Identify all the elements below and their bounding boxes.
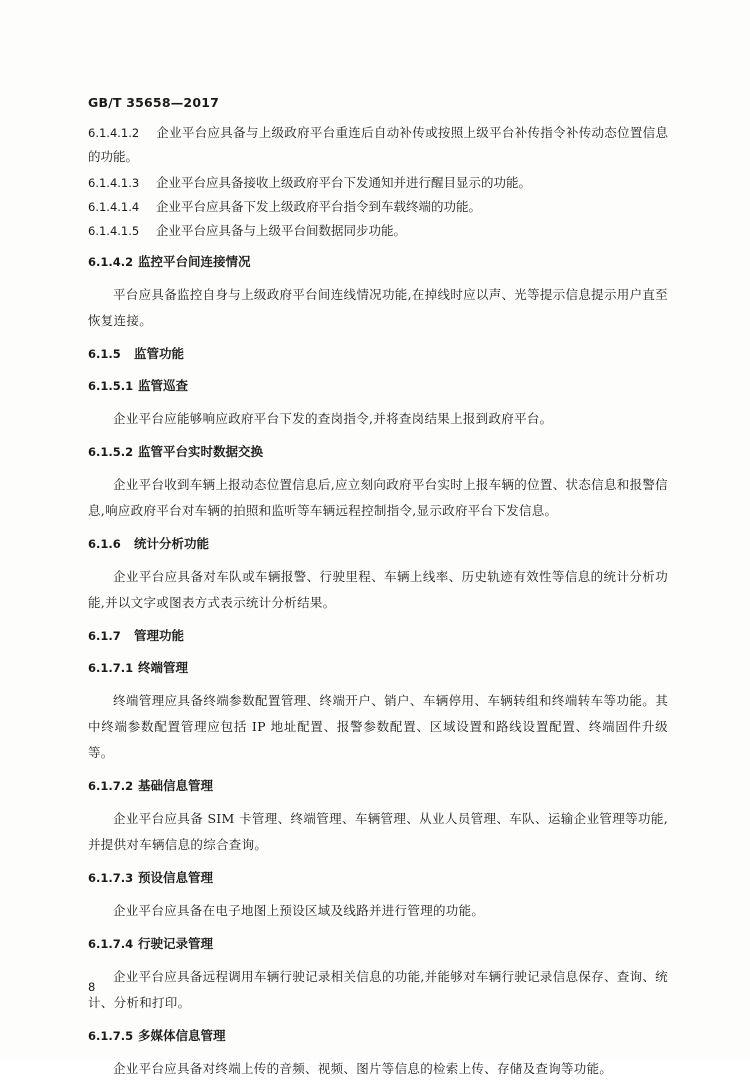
clause-number: 6.1.4.1.4 [88,200,140,214]
clause-text: 企业平台应具备与上级平台间数据同步功能。 [156,223,407,238]
section-number: 6.1.6 [88,537,121,551]
section-heading-6-1-7-4 [88,932,668,956]
section-number: 6.1.7.1 [88,661,134,675]
clause-text: 企业平台应具备下发上级政府平台指令到车载终端的功能。 [156,199,482,214]
section-number: 6.1.5.2 [88,445,134,459]
clause-6-1-4-1-2 [88,121,668,169]
section-paragraph: 终端管理应具备终端参数配置管理、终端开户、销户、车辆停用、车辆转组和终端转车等功能。其中终端参数配置管理应包括 IP 地址配置、报警参数配置、区域设置和路线设置配置、终端固件升级等。 [88,693,668,760]
section-paragraph: 企业平台应具备对终端上传的音频、视频、图片等信息的检索上传、存储及查询等功能。 [113,1061,613,1076]
clause-number: 6.1.4.1.2 [88,126,140,140]
section-title: 监管功能 [134,346,185,361]
section-number: 6.1.7 [88,629,121,643]
section-title: 监控平台间连接情况 [138,254,251,269]
section-title: 终端管理 [138,660,189,675]
section-number: 6.1.7.2 [88,779,134,793]
section-number: 6.1.5 [88,347,121,361]
page-number: 8 [88,980,96,994]
clause-6-1-4-1-5 [88,219,668,243]
document-body [88,121,668,1090]
section-title: 预设信息管理 [138,870,214,885]
section-paragraph: 企业平台应具备远程调用车辆行驶记录相关信息的功能,并能够对车辆行驶记录信息保存、查询、统计、分析和打印。 [88,969,668,1010]
section-number: 6.1.5.1 [88,379,134,393]
section-heading-6-1-5-1 [88,374,668,398]
clause-number: 6.1.4.1.3 [88,176,140,190]
section-heading-6-1-7-1 [88,656,668,680]
section-title: 基础信息管理 [138,778,214,793]
section-heading-6-1-5-2 [88,440,668,464]
clause-6-1-4-1-3 [88,171,668,195]
section-number: 6.1.7.5 [88,1029,134,1043]
section-paragraph: 平台应具备监控自身与上级政府平台间连线情况功能,在掉线时应以声、光等提示信息提示用户直至恢复连接。 [88,287,668,328]
section-title: 管理功能 [134,628,185,643]
section-title: 监管平台实时数据交换 [138,444,264,459]
clause-text: 企业平台应具备接收上级政府平台下发通知并进行醒目显示的功能。 [156,175,532,190]
section-paragraph: 企业平台应能够响应政府平台下发的查岗指令,并将查岗结果上报到政府平台。 [113,411,553,426]
clause-number: 6.1.4.1.5 [88,224,140,238]
section-heading-6-1-5 [88,342,668,366]
section-paragraph: 企业平台收到车辆上报动态位置信息后,应立刻向政府平台实时上报车辆的位置、状态信息和报警信息,响应政府平台对车辆的拍照和监听等车辆远程控制指令,显示政府平台下发信息。 [88,477,668,518]
section-heading-6-1-6 [88,532,668,556]
standard-code: GB/T 35658—2017 [88,95,220,110]
clause-text: 企业平台应具备与上级政府平台重连后自动补传或按照上级平台补传指令补传动态位置信息的功能。 [88,125,668,164]
section-heading-6-1-7-5 [88,1024,668,1048]
section-number: 6.1.7.3 [88,871,134,885]
section-heading-6-1-7-2 [88,774,668,798]
section-title: 行驶记录管理 [138,936,214,951]
section-paragraph: 企业平台应具备 SIM 卡管理、终端管理、车辆管理、从业人员管理、车队、运输企业管理等功能,并提供对车辆信息的综合查询。 [88,811,668,852]
section-paragraph: 企业平台应具备对车队或车辆报警、行驶里程、车辆上线率、历史轨迹有效性等信息的统计分析功能,并以文字或图表方式表示统计分析结果。 [88,569,668,610]
section-heading-6-1-4-2 [88,250,668,274]
section-paragraph: 企业平台应具备在电子地图上预设区域及线路并进行管理的功能。 [113,903,485,918]
section-number: 6.1.7.4 [88,937,134,951]
section-heading-6-1-7 [88,624,668,648]
section-number: 6.1.4.2 [88,255,134,269]
section-heading-6-1-7-3 [88,866,668,890]
section-title: 监管巡查 [138,378,189,393]
clause-6-1-4-1-4 [88,195,668,219]
section-title: 多媒体信息管理 [138,1028,226,1043]
section-title: 统计分析功能 [134,536,210,551]
